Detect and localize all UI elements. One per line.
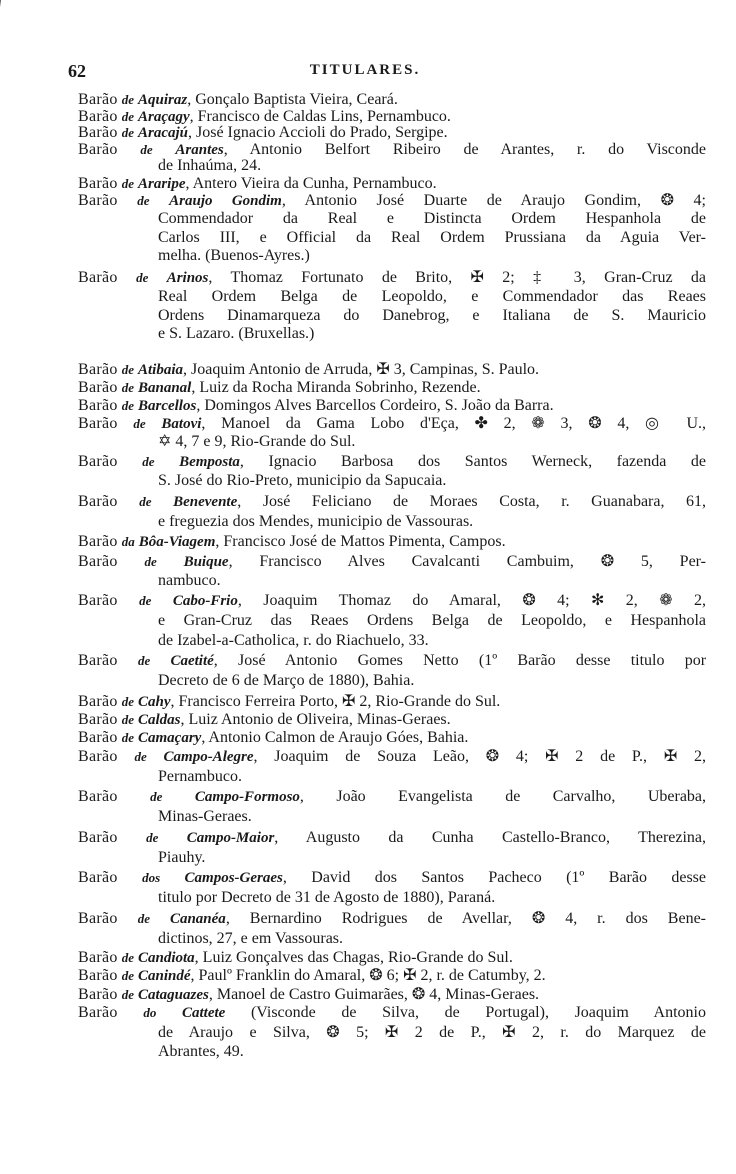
entry-text: de Araujo e Silva, ❂ 5; ✠ 2 de P., ✠ 2, r. do Marquez de xyxy=(158,1024,706,1041)
entry-continuation-line xyxy=(158,768,706,786)
entry-prefix: Barão xyxy=(78,269,118,286)
entry-prefix: Barão xyxy=(78,533,118,550)
entry-prefix: Barão xyxy=(78,829,118,846)
entry-particle: de xyxy=(121,950,134,965)
entry-first-line xyxy=(78,788,706,806)
entry-prefix: Barão xyxy=(78,124,118,141)
entry-continuation-line xyxy=(158,288,706,306)
entry-place: Barcellos xyxy=(137,398,197,414)
entry-prefix: Barão xyxy=(78,361,118,378)
entry-place: Cabo-Frio xyxy=(172,593,238,609)
entry-prefix: Barão xyxy=(78,397,118,414)
entry-continuation-line xyxy=(158,247,706,265)
entry-place: Benevente xyxy=(173,494,238,510)
entry-continuation-line xyxy=(158,307,706,325)
entry-first-line xyxy=(78,124,706,142)
entry-prefix: Barão xyxy=(78,91,118,108)
entry-text: , Antonio Calmon de Araujo Góes, Bahia. xyxy=(201,729,469,746)
entry-text: Commendador da Real e Distincta Ordem Hespanhola de xyxy=(158,210,706,227)
entry-prefix: Barão xyxy=(78,693,118,710)
entry-prefix: Barão xyxy=(78,986,118,1003)
entry-particle: da xyxy=(121,534,135,549)
entry-place: Cataguazes xyxy=(137,987,209,1003)
entry-text: Carlos III, e Official da Real Ordem Prussiana da Aguia Ver- xyxy=(158,229,706,246)
entry-place: Bôa-Viagem xyxy=(138,534,216,550)
entry-continuation-line xyxy=(158,572,706,590)
entry-continuation-line xyxy=(158,889,706,907)
entry-place: Campos-Geraes xyxy=(184,870,283,886)
entry-first-line xyxy=(78,192,706,210)
entry-prefix: Barão xyxy=(78,748,118,765)
entry-text: , José Antonio Gomes Netto (1º Barão desse titulo por xyxy=(213,652,706,669)
entry-first-line xyxy=(78,415,706,433)
entry-prefix: Barão xyxy=(78,192,118,209)
entry-particle: do xyxy=(143,1005,157,1020)
entry-place: Araripe xyxy=(137,176,186,192)
entry-text: , José Feliciano de Moraes Costa, r. Guanabara, 61, xyxy=(237,493,706,510)
entry-text: titulo por Decreto de 31 de Agosto de 1880), Paraná. xyxy=(158,889,496,906)
entry-text: , Antero Vieira da Cunha, Pernambuco. xyxy=(185,175,437,192)
entry-first-line xyxy=(78,493,706,511)
entry-prefix: Barão xyxy=(78,869,118,886)
entry-first-line xyxy=(78,453,706,471)
entry-continuation-line xyxy=(158,433,706,451)
entry-text: , Antonio José Duarte de Araujo Gondim, ❂ 4; xyxy=(281,192,706,209)
entry-text: , José Ignacio Accioli do Prado, Sergipe. xyxy=(188,124,448,141)
entry-text: dictinos, 27, e em Vassouras. xyxy=(158,930,344,947)
entry-continuation-line xyxy=(158,210,706,228)
entry-place: Campo-Alegre xyxy=(163,749,254,765)
entry-prefix: Barão xyxy=(78,729,118,746)
entry-first-line xyxy=(78,269,706,287)
entry-first-line xyxy=(78,949,706,967)
entry-first-line xyxy=(78,711,706,729)
entry-prefix: Barão xyxy=(78,415,118,432)
entry-particle: de xyxy=(121,362,134,377)
entry-particle: de xyxy=(137,911,150,926)
entry-prefix: Barão xyxy=(78,949,118,966)
entry-prefix: Barão xyxy=(78,141,118,158)
entry-text: , Antonio Belfort Ribeiro de Arantes, r. do Visconde xyxy=(223,141,706,158)
entry-text: , Joaquim Antonio de Arruda, ✠ 3, Campinas, S. Paulo. xyxy=(183,361,540,378)
entry-first-line xyxy=(78,829,706,847)
entry-place: Campo-Maior xyxy=(186,830,275,846)
entry-first-line xyxy=(78,175,706,193)
entry-text: , Luiz Gonçalves das Chagas, Rio-Grande do Sul. xyxy=(194,949,513,966)
entry-place: Aracajú xyxy=(137,125,188,141)
entry-particle: de xyxy=(134,749,147,764)
entry-text: , João Evangelista de Carvalho, Uberaba, xyxy=(299,788,706,805)
entry-text: , David dos Santos Pacheco (1º Barão desse xyxy=(282,869,706,886)
entry-text: Abrantes, 49. xyxy=(158,1043,244,1060)
entry-text: Ordens Dinamarqueza do Danebrog, e Italiana de S. Mauricio xyxy=(158,307,706,324)
entry-text: , Francisco de Caldas Lins, Pernambuco. xyxy=(189,108,451,125)
entry-text: S. José do Rio-Preto, municipio da Sapucaia. xyxy=(158,472,447,489)
entry-particle: de xyxy=(133,416,146,431)
entry-place: Batovi xyxy=(161,416,202,432)
entry-particle: de xyxy=(121,712,134,727)
entry-text: , Francisco José de Mattos Pimenta, Campos. xyxy=(215,533,506,550)
entry-text: , Joaquim de Souza Leão, ❂ 4; ✠ 2 de P., ✠ 2, xyxy=(253,748,706,765)
entry-text: e Gran-Cruz das Reaes Ordens Belga de Leopoldo, e Hespanhola xyxy=(158,612,706,629)
entry-particle: de xyxy=(139,593,152,608)
entry-prefix: Barão xyxy=(78,592,118,609)
entry-particle: de xyxy=(137,193,150,208)
entry-text: de Inhaúma, 24. xyxy=(158,157,262,174)
entry-particle: de xyxy=(150,789,163,804)
entry-particle: de xyxy=(139,494,152,509)
entry-particle: de xyxy=(121,92,134,107)
entry-place: Caetité xyxy=(170,653,214,669)
entry-prefix: Barão xyxy=(78,108,118,125)
entry-prefix: Barão xyxy=(78,493,118,510)
entry-first-line xyxy=(78,1004,706,1022)
entry-particle: de xyxy=(121,987,134,1002)
entry-text: melha. (Buenos-Ayres.) xyxy=(158,247,310,264)
entry-continuation-line xyxy=(158,472,706,490)
entry-first-line xyxy=(78,869,706,887)
entry-particle: de xyxy=(137,653,151,668)
entry-prefix: Barão xyxy=(78,1004,118,1021)
entry-place: Caldas xyxy=(137,712,181,728)
entry-place: Cahy xyxy=(137,694,171,710)
entry-first-line xyxy=(78,533,706,551)
entry-text: , Paulº Franklin do Amaral, ❂ 6; ✠ 2, r. de Catumby, 2. xyxy=(190,967,546,984)
entry-text: , Augusto da Cunha Castello-Branco, Therezina, xyxy=(274,829,706,846)
entry-text: , Joaquim Thomaz do Amaral, ❂ 4; ✻ 2, ❁ 2, xyxy=(237,592,706,609)
entry-first-line xyxy=(78,910,706,928)
entry-text: (Visconde de Silva, de Portugal), Joaquim Antonio xyxy=(225,1004,706,1021)
entry-text: nambuco. xyxy=(158,572,221,589)
entry-text: de Izabel-a-Catholica, r. do Riachuelo, 33. xyxy=(158,632,429,649)
entry-prefix: Barão xyxy=(78,910,118,927)
entry-place: Arinos xyxy=(166,270,209,286)
entry-particle: de xyxy=(121,694,134,709)
entry-text: , Gonçalo Baptista Vieira, Ceará. xyxy=(187,91,398,108)
entry-continuation-line xyxy=(158,1024,706,1042)
entry-particle: de xyxy=(140,142,153,157)
entry-text: Pernambuco. xyxy=(158,768,242,785)
entry-place: Arantes xyxy=(175,142,224,158)
entry-particle: dos xyxy=(142,870,161,885)
entry-text: ✡ 4, 7 e 9, Rio-Grande do Sul. xyxy=(158,433,356,450)
entry-particle: de xyxy=(121,109,134,124)
entry-place: Canindé xyxy=(137,968,191,984)
entry-first-line xyxy=(78,729,706,747)
entry-place: Aquiraz xyxy=(137,92,188,108)
entry-continuation-line xyxy=(158,1043,706,1061)
entry-text: , Manoel de Castro Guimarães, ❂ 4, Minas-Geraes. xyxy=(208,986,540,1003)
entry-prefix: Barão xyxy=(78,379,118,396)
entry-text: Decreto de 6 de Março de 1880), Bahia. xyxy=(158,672,415,689)
entry-prefix: Barão xyxy=(78,967,118,984)
entry-place: Camaçary xyxy=(137,730,202,746)
entry-particle: de xyxy=(121,125,134,140)
entry-text: , Manoel da Gama Lobo d'Eça, ✤ 2, ❁ 3, ❂ 4, ◎ U., xyxy=(201,415,706,432)
entry-text: Minas-Geraes. xyxy=(158,808,252,825)
entry-text: Real Ordem Belga de Leopoldo, e Commendador das Reaes xyxy=(158,288,706,305)
entry-particle: de xyxy=(121,380,134,395)
entry-continuation-line xyxy=(158,808,706,826)
entry-first-line xyxy=(78,553,706,571)
entry-particle: de xyxy=(142,454,155,469)
entry-prefix: Barão xyxy=(78,788,118,805)
entry-particle: de xyxy=(146,830,159,845)
entry-first-line xyxy=(78,986,706,1004)
entry-place: Bananal xyxy=(137,380,192,396)
entry-prefix: Barão xyxy=(78,553,118,570)
entry-place: Candiota xyxy=(137,950,195,966)
entry-prefix: Barão xyxy=(78,711,118,728)
scan-edge xyxy=(0,0,1,62)
entry-continuation-line xyxy=(158,325,706,343)
entry-text: e freguezia dos Mendes, municipio de Vassouras. xyxy=(158,513,474,530)
page-number: 62 xyxy=(68,61,86,81)
entry-particle: de xyxy=(121,176,134,191)
entry-continuation-line xyxy=(158,612,706,630)
entry-text: , Thomaz Fortunato de Brito, ✠ 2; ‡ 3, Gran-Cruz da xyxy=(208,269,706,286)
entry-place: Araujo Gondim xyxy=(169,193,282,209)
entry-first-line xyxy=(78,652,706,670)
entry-particle: de xyxy=(121,730,134,745)
entry-prefix: Barão xyxy=(78,175,118,192)
entry-continuation-line xyxy=(158,672,706,690)
entry-text: , Domingos Alves Barcellos Cordeiro, S. João da Barra. xyxy=(196,397,554,414)
entry-prefix: Barão xyxy=(78,652,118,669)
entry-place: Atibaia xyxy=(137,362,183,378)
entry-first-line xyxy=(78,379,706,397)
entry-continuation-line xyxy=(158,930,706,948)
entry-place: Campo-Formoso xyxy=(194,789,300,805)
entry-first-line xyxy=(78,397,706,415)
entry-particle: de xyxy=(121,968,134,983)
entry-text: , Francisco Alves Cavalcanti Cambuim, ❂ 5, Per- xyxy=(228,553,706,570)
entry-particle: de xyxy=(144,554,157,569)
entry-prefix: Barão xyxy=(78,453,118,470)
entry-text: Piauhy. xyxy=(158,849,206,866)
entry-place: Buique xyxy=(183,554,229,570)
entry-first-line xyxy=(78,967,706,985)
entry-first-line xyxy=(78,91,706,109)
entry-text: , Luiz da Rocha Miranda Sobrinho, Rezende. xyxy=(191,379,481,396)
entry-place: Bemposta xyxy=(179,454,240,470)
entry-text: , Luiz Antonio de Oliveira, Minas-Geraes. xyxy=(180,711,451,728)
entry-text: , Francisco Ferreira Porto, ✠ 2, Rio-Grande do Sul. xyxy=(170,693,501,710)
entry-particle: de xyxy=(136,270,149,285)
entry-continuation-line xyxy=(158,849,706,867)
entry-continuation-line xyxy=(158,157,706,175)
entry-place: Cananéa xyxy=(169,911,226,927)
entry-place: Cattete xyxy=(181,1005,226,1021)
entry-first-line xyxy=(78,592,706,610)
entry-continuation-line xyxy=(158,632,706,650)
entry-text: , Bernardino Rodrigues de Avellar, ❂ 4, r. dos Bene- xyxy=(225,910,706,927)
running-title: TITULARES. xyxy=(309,62,421,78)
entry-first-line xyxy=(78,748,706,766)
entry-first-line xyxy=(78,361,706,379)
entry-text: , Ignacio Barbosa dos Santos Werneck, fazenda de xyxy=(239,453,706,470)
entry-place: Araçagy xyxy=(137,109,190,125)
entry-text: e S. Lazaro. (Bruxellas.) xyxy=(158,325,315,342)
entry-continuation-line xyxy=(158,513,706,531)
entry-particle: de xyxy=(121,398,134,413)
entry-continuation-line xyxy=(158,229,706,247)
entry-first-line xyxy=(78,693,706,711)
